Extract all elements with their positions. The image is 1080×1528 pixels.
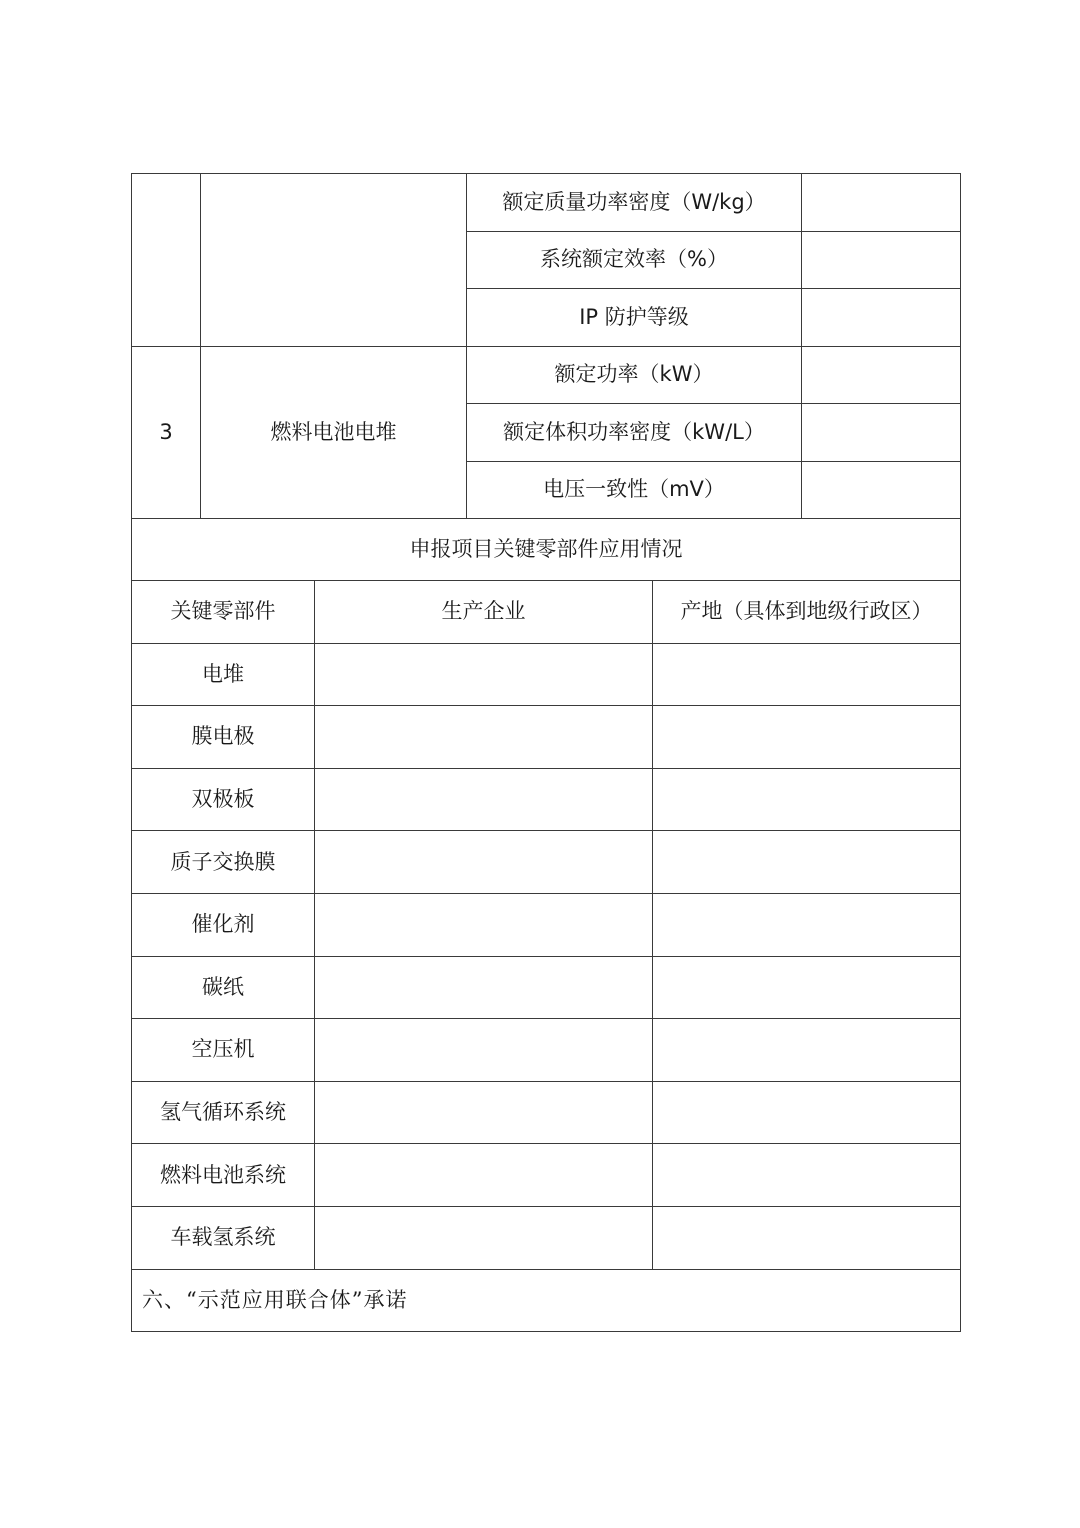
origin-cell[interactable] xyxy=(653,831,961,894)
company-cell[interactable] xyxy=(315,768,653,831)
company-cell[interactable] xyxy=(315,706,653,769)
part-name-cell: 车载氢系统 xyxy=(132,1206,315,1269)
table-row xyxy=(132,831,961,894)
table-row xyxy=(132,1206,961,1269)
origin-cell[interactable] xyxy=(653,1019,961,1082)
company-cell[interactable] xyxy=(315,643,653,706)
part-name-cell: 空压机 xyxy=(132,1019,315,1082)
component-cell-continued xyxy=(201,174,467,347)
table-row xyxy=(132,768,961,831)
origin-cell[interactable] xyxy=(653,1144,961,1207)
section-title: 申报项目关键零部件应用情况 xyxy=(132,519,961,581)
part-name-cell: 碳纸 xyxy=(132,956,315,1019)
company-cell[interactable] xyxy=(315,1019,653,1082)
origin-cell[interactable] xyxy=(653,1206,961,1269)
param-cell: 额定功率（kW） xyxy=(467,346,802,404)
table-row xyxy=(132,956,961,1019)
table-row xyxy=(132,706,961,769)
origin-cell[interactable] xyxy=(653,893,961,956)
company-cell[interactable] xyxy=(315,831,653,894)
value-cell[interactable] xyxy=(802,346,961,404)
param-cell: 电压一致性（mV） xyxy=(467,461,802,519)
table-row xyxy=(132,1081,961,1144)
table-row xyxy=(132,1144,961,1207)
part-name-cell: 催化剂 xyxy=(132,893,315,956)
part-name-cell: 氢气循环系统 xyxy=(132,1081,315,1144)
company-cell[interactable] xyxy=(315,893,653,956)
spec-table xyxy=(131,173,961,519)
section-title-row xyxy=(132,519,961,581)
value-cell[interactable] xyxy=(802,174,961,232)
spec-row xyxy=(132,174,961,232)
column-header-part: 关键零部件 xyxy=(132,581,315,644)
param-cell: 系统额定效率（%） xyxy=(467,231,802,289)
value-cell[interactable] xyxy=(802,404,961,462)
origin-cell[interactable] xyxy=(653,956,961,1019)
footer-row xyxy=(132,1269,961,1332)
origin-cell[interactable] xyxy=(653,643,961,706)
index-cell-continued xyxy=(132,174,201,347)
origin-cell[interactable] xyxy=(653,706,961,769)
part-name-cell: 膜电极 xyxy=(132,706,315,769)
value-cell[interactable] xyxy=(802,461,961,519)
value-cell[interactable] xyxy=(802,289,961,347)
part-name-cell: 双极板 xyxy=(132,768,315,831)
value-cell[interactable] xyxy=(802,231,961,289)
table-row xyxy=(132,643,961,706)
parts-table xyxy=(131,518,961,1332)
table-row xyxy=(132,1019,961,1082)
section-heading: 六、“示范应用联合体”承诺 xyxy=(132,1269,961,1332)
table-row xyxy=(132,893,961,956)
column-header-origin: 产地（具体到地级行政区） xyxy=(653,581,961,644)
origin-cell[interactable] xyxy=(653,768,961,831)
index-cell: 3 xyxy=(132,346,201,519)
part-name-cell: 燃料电池系统 xyxy=(132,1144,315,1207)
param-cell: 额定体积功率密度（kW/L） xyxy=(467,404,802,462)
company-cell[interactable] xyxy=(315,1206,653,1269)
spec-row xyxy=(132,346,961,404)
form-sheet xyxy=(131,173,960,1332)
param-cell: IP 防护等级 xyxy=(467,289,802,347)
component-cell: 燃料电池电堆 xyxy=(201,346,467,519)
header-row xyxy=(132,581,961,644)
company-cell[interactable] xyxy=(315,1144,653,1207)
column-header-company: 生产企业 xyxy=(315,581,653,644)
part-name-cell: 质子交换膜 xyxy=(132,831,315,894)
param-cell: 额定质量功率密度（W/kg） xyxy=(467,174,802,232)
company-cell[interactable] xyxy=(315,1081,653,1144)
part-name-cell: 电堆 xyxy=(132,643,315,706)
origin-cell[interactable] xyxy=(653,1081,961,1144)
company-cell[interactable] xyxy=(315,956,653,1019)
